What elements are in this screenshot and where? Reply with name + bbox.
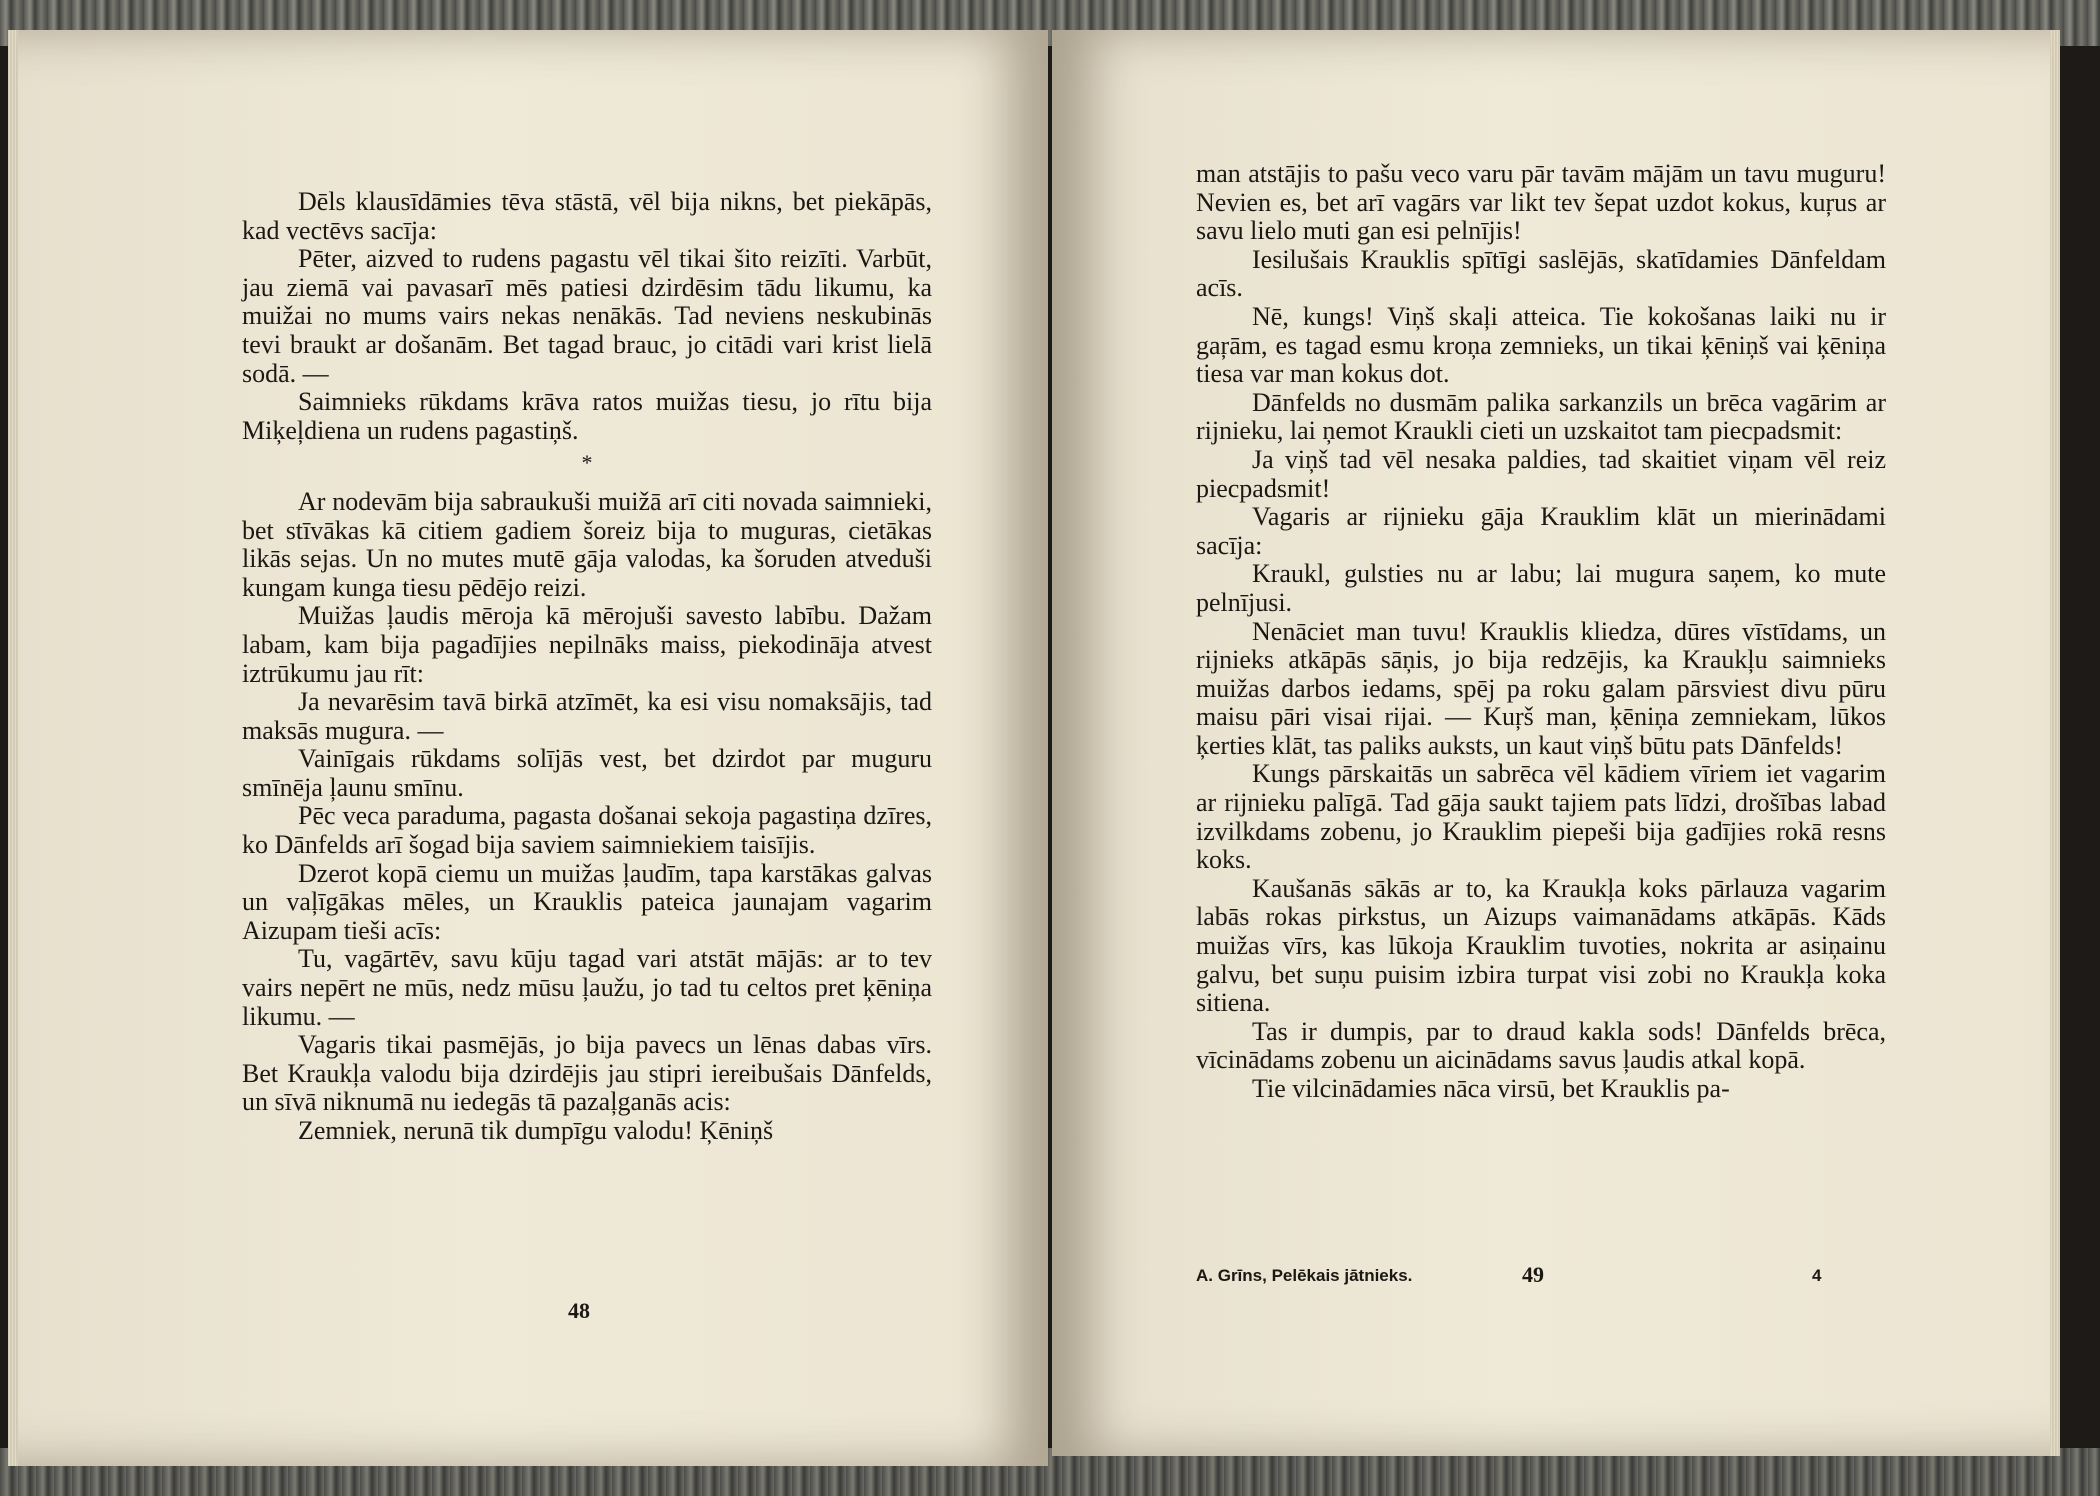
paragraph: Tu, vagārtēv, savu kūju tagad vari atstāt mājās: ar to tev vairs nepērt ne mūs, nedz mūsu ļaužu, jo tad tu celtos pret ķēniņa likumu. —	[242, 944, 932, 1031]
signature-number: 4	[1812, 1266, 1822, 1285]
paragraph: Vagaris ar rijnieku gāja Krauklim klāt un mierinādami sacīja:	[1196, 502, 1886, 560]
paragraph: Dānfelds no dusmām palika sarkanzils un brēca vagārim ar rijnieku, lai ņemot Kraukli cieti un uzskaitot tam piecpadsmit:	[1196, 387, 1886, 446]
left-page-text	[242, 188, 932, 1146]
paragraph: Tie vilcinādamies nāca virsū, bet Krauklis pa-	[1252, 1074, 1730, 1103]
paragraph: Ja viņš tad vēl nesaka paldies, tad skaitiet viņam vēl reiz piecpadsmit!	[1196, 444, 1886, 503]
signature-title: A. Grīns, Pelēkais jātnieks.	[1196, 1266, 1413, 1285]
paragraph: Pēc veca paraduma, pagasta došanai sekoja pagastiņa dzīres, ko Dānfelds arī šogad bija saviem saimniekiem taisījis.	[242, 801, 932, 860]
page-edge	[8, 30, 18, 1466]
paragraph: Nē, kungs! Viņš skaļi atteica. Tie kokošanas laiki nu ir gaŗām, es tagad esmu kroņa zemnieks, un tikai ķēniņš vai ķēniņa tiesa var man kokus dot.	[1196, 301, 1886, 389]
paragraph: Vainīgais rūkdams solījās vest, bet dzirdot par muguru smīnēja ļaunu smīnu.	[242, 744, 932, 802]
paragraph: Kraukl, gulsties nu ar labu; lai mugura saņem, ko mute pelnījusi.	[1196, 559, 1886, 617]
paragraph: Kungs pārskaitās un sabrēca vēl kādiem vīriem iet vagarim ar rijnieku palīgā. Tad gāja saukt tajiem pats līdzi, drošības labad izvilkdams zobenu, jo Krauklim piepeši bija gadījies rokā resns koks.	[1196, 759, 1886, 875]
paragraph: Dēls klausīdāmies tēva stāstā, vēl bija nikns, bet piekāpās, kad vectēvs sacīja:	[242, 187, 932, 245]
paragraph: man atstājis to pašu veco varu pār tavām mājām un tavu muguru! Nevien es, bet arī vagārs var likt tev šepat uzdot kokus, kuŗus ar savu lielo muti gan esi pelnījis!	[1196, 159, 1886, 246]
paragraph: Kaušanās sākās ar to, ka Kraukļa koks pārlauza vagarim labās rokas pirkstus, un Aizups vaimanādams atkāpās. Kāds muižas vīrs, kas lūkoja Krauklim tuvoties, nokrita ar asiņainu galvu, bet suņu puisim izbira turpat visi zobi no Kraukļa koka sitiena.	[1196, 873, 1886, 1018]
page-number: 48	[568, 1298, 590, 1323]
section-separator: *	[581, 450, 593, 476]
right-page	[1052, 30, 2060, 1456]
left-page	[8, 30, 1048, 1466]
paragraph: Tas ir dumpis, par to draud kakla sods! Dānfelds brēca, vīcinādams zobenu un aicinādams savus ļaudis atkal kopā.	[1196, 1016, 1886, 1075]
paragraph: Muižas ļaudis mēroja kā mērojuši savesto labību. Dažam labam, kam bija pagadījies nepilnāks maiss, piekodināja atvest iztrūkumu jau rīt:	[242, 601, 932, 688]
paragraph: Pēter, aizved to rudens pagastu vēl tikai šito reizīti. Varbūt, jau ziemā vai pavasarī mēs patiesi dzirdēsim tādu likumu, ka muižai no mums vairs nekas nenākās. Tad neviens neskubinās tevi braukt ar došanām. Bet tagad brauc, jo citādi vari krist lielā sodā. —	[242, 244, 932, 388]
right-page-text	[1196, 160, 1886, 1104]
paragraph: Zemniek, nerunā tik dumpīgu valodu! Ķēniņš	[298, 1116, 774, 1145]
page-number: 49	[1522, 1262, 1544, 1287]
paragraph: Nenāciet man tuvu! Krauklis kliedza, dūres vīstīdams, un rijnieks atkāpās sāņis, jo bija redzējis, ka Kraukļu saimnieks muižas darbos iedams, spēj pa roku galam pārsviest divu pūru maisu pāri visai rijai. — Kuŗš man, ķēniņa zemniekam, lūkos ķerties klāt, tas paliks auksts, un kaut viņš būtu pats Dānfelds!	[1196, 616, 1886, 760]
paragraph: Ar nodevām bija sabraukuši muižā arī citi novada saimnieki, bet stīvākas kā citiem gadiem šoreiz bija to muguras, cietākas likās sejas. Un no mutes mutē gāja valodas, ka šoruden atveduši kungam kunga tiesu pēdējo reizi.	[242, 486, 932, 602]
paragraph: Vagaris tikai pasmējās, jo bija pavecs un lēnas dabas vīrs. Bet Kraukļa valodu bija dzirdējis jau stipri iereibušais Dānfelds, un sīvā niknumā nu iedegās tā pazaļganās acis:	[242, 1030, 932, 1117]
paragraph: Iesilušais Krauklis spītīgi saslējās, skatīdamies Dānfeldam acīs.	[1196, 244, 1886, 303]
paragraph: Ja nevarēsim tavā birkā atzīmēt, ka esi visu nomaksājis, tad maksās mugura. —	[242, 687, 932, 745]
paragraph: Saimnieks rūkdams krāva ratos muižas tiesu, jo rītu bija Miķeļdiena un rudens pagastiņš.	[242, 387, 932, 445]
page-edge	[2050, 30, 2060, 1456]
paragraph: Dzerot kopā ciemu un muižas ļaudīm, tapa karstākas galvas un vaļīgākas mēles, un Krauklis pateica jaunajam vagarim Aizupam tieši acīs:	[242, 858, 932, 945]
